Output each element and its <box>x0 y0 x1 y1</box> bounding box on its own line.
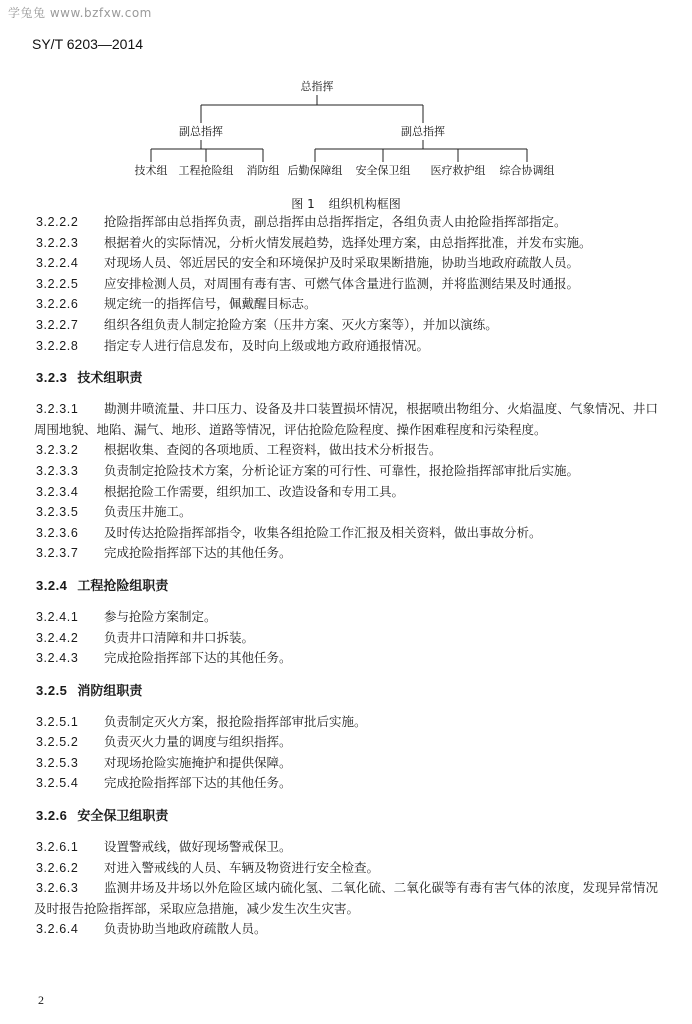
org-chart <box>0 70 692 190</box>
org-group-tech-label: 技术组 <box>134 164 168 177</box>
clause-3-2-2-8: 3.2.2.8 指定专人进行信息发布，及时向上级或地方政府通报情况。 <box>36 337 430 353</box>
section-heading-3-2-4: 3.2.4 工程抢险组职责 <box>36 577 169 594</box>
figure-title: 组织机构框图 <box>328 197 401 211</box>
org-group-medical-label: 医疗救护组 <box>430 164 486 177</box>
clause-3-2-3-3: 3.2.3.3 负责制定抢险技术方案，分析论证方案的可行性、可靠性，报抢险指挥部审批后实施。 <box>36 462 580 478</box>
clause-3-2-3-7: 3.2.3.7 完成抢险指挥部下达的其他任务。 <box>36 545 292 561</box>
watermark-text: 学兔兔 www.bzfxw.com <box>8 6 152 20</box>
figure-caption <box>0 195 692 212</box>
section-heading-3-2-5: 3.2.5 消防组职责 <box>36 682 143 699</box>
clause-3-2-3-5: 3.2.3.5 负责压井施工。 <box>36 504 192 520</box>
section-heading-3-2-6: 3.2.6 安全保卫组职责 <box>36 808 169 825</box>
clause-3-2-4-2: 3.2.4.2 负责井口清障和井口拆装。 <box>36 629 255 645</box>
clause-3-2-5-1: 3.2.5.1 负责制定灭火方案，报抢险指挥部审批后实施。 <box>36 713 367 729</box>
clause-3-2-3-4: 3.2.3.4 根据抢险工作需要，组织加工、改造设备和专用工具。 <box>36 483 405 499</box>
org-group-coordination-label: 综合协调组 <box>499 164 555 177</box>
clause-3-2-4-3: 3.2.4.3 完成抢险指挥部下达的其他任务。 <box>36 650 292 666</box>
org-group-security-label: 安全保卫组 <box>355 164 411 177</box>
clause-3-2-5-2: 3.2.5.2 负责灭火力量的调度与组织指挥。 <box>36 734 292 750</box>
org-group-logistics-label: 后勤保障组 <box>287 164 343 177</box>
clause-3-2-2-7: 3.2.2.7 组织各组负责人制定抢险方案（压井方案、灭火方案等），并加以演练。 <box>36 316 498 332</box>
clause-3-2-5-3: 3.2.5.3 对现场抢险实施掩护和提供保障。 <box>36 754 292 770</box>
clause-3-2-6-2: 3.2.6.2 对进入警戒线的人员、车辆及物资进行安全检查。 <box>36 859 380 875</box>
org-group-fire-label: 消防组 <box>246 164 280 177</box>
clause-3-2-2-4: 3.2.2.4 对现场人员、邻近居民的安全和环境保护及时采取果断措施，协助当地政府疏散人员。 <box>36 255 580 271</box>
clause-3-2-2-3: 3.2.2.3 根据着火的实际情况，分析火情发展趋势，选择处理方案，由总指挥批准，并发布实施。 <box>36 234 592 250</box>
clause-3-2-6-4: 3.2.6.4 负责协助当地政府疏散人员。 <box>36 921 267 937</box>
org-root-label: 总指挥 <box>300 80 334 93</box>
page-number: 2 <box>38 993 44 1007</box>
clause-3-2-2-6: 3.2.2.6 规定统一的指挥信号，佩戴醒目标志。 <box>36 296 317 312</box>
section-heading-3-2-3: 3.2.3 技术组职责 <box>36 370 143 387</box>
clause-3-2-4-1: 3.2.4.1 参与抢险方案制定。 <box>36 608 217 624</box>
org-deputy-right-label: 副总指挥 <box>401 125 445 138</box>
clause-3-2-3-6: 3.2.3.6 及时传达抢险指挥部指令，收集各组抢险工作汇报及相关资料，做出事故分析。 <box>36 524 542 540</box>
clause-3-2-2-2: 3.2.2.2 抢险指挥部由总指挥负责，副总指挥由总指挥指定，各组负责人由抢险指挥部指定。 <box>36 214 567 229</box>
clause-3-2-3-2: 3.2.3.2 根据收集、查阅的各项地质、工程资料，做出技术分析报告。 <box>36 442 442 458</box>
clause-3-2-3-1: 3.2.3.1 勘测井喷流量、井口压力、设备及井口装置损坏情况，根据喷出物组分、火焰温度、气象情况、井口周围地貌、地陷、漏气、地形、道路等情况，评估抢险危险程度、操作困难程度和污染程度。 <box>34 401 658 437</box>
standard-number: SY/T 6203—2014 <box>32 36 144 52</box>
org-deputy-left-label: 副总指挥 <box>179 125 223 138</box>
figure-number: 图 1 <box>291 197 315 211</box>
clause-3-2-6-3: 3.2.6.3 监测井场及井场以外危险区域内硫化氢、二氧化硫、二氧化碳等有毒有害气体的浓度，发现异常情况及时报告抢险指挥部，采取应急措施，减少发生次生灾害。 <box>34 880 658 916</box>
clause-3-2-6-1: 3.2.6.1 设置警戒线，做好现场警戒保卫。 <box>36 839 292 855</box>
org-group-engineering-label: 工程抢险组 <box>178 164 234 177</box>
document-body <box>34 212 658 940</box>
clause-3-2-2-5: 3.2.2.5 应安排检测人员，对周围有毒有害、可燃气体含量进行监测，并将监测结果及时通报。 <box>36 275 580 291</box>
clause-3-2-5-4: 3.2.5.4 完成抢险指挥部下达的其他任务。 <box>36 775 292 791</box>
